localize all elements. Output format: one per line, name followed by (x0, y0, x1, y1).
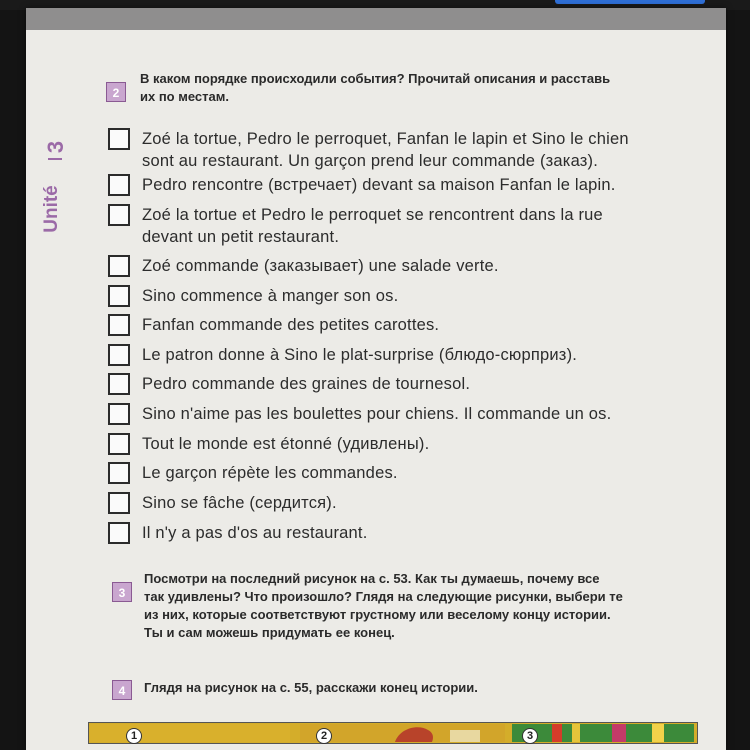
order-checkbox[interactable] (108, 204, 130, 226)
unit-marker (32, 130, 72, 250)
item-line: Zoé la tortue, Pedro le perroquet, Fanfan le lapin et Sino le chien (142, 130, 629, 148)
order-checkbox[interactable] (108, 522, 130, 544)
list-item (108, 314, 718, 336)
item-text: Pedro rencontre (встречает) devant sa maison Fanfan le lapin. (142, 176, 616, 194)
list-item (108, 174, 718, 196)
item-text: Le patron donne à Sino le plat-surprise (блюдо-сюрприз). (142, 346, 578, 364)
item-line: sont au restaurant. Un garçon prend leur commande (заказ). (142, 152, 599, 170)
list-item (108, 285, 718, 307)
item-text: Zoé commande (заказывает) une salade verte. (142, 257, 499, 275)
unit-number: 3 (43, 140, 68, 154)
order-checkbox[interactable] (108, 462, 130, 484)
item-line: devant un petit restaurant. (142, 228, 340, 246)
exercise-3-line: Ты и сам можешь придумать ее конец. (144, 625, 395, 640)
unit-divider (48, 158, 62, 160)
order-checkbox[interactable] (108, 314, 130, 336)
list-item (108, 344, 718, 366)
item-text: Fanfan commande des petites carottes. (142, 316, 440, 334)
exercise-2-instruction-line2: их по местам. (140, 89, 229, 104)
list-item (108, 433, 718, 455)
exercise-2-instruction (140, 70, 720, 106)
list-item (108, 462, 718, 484)
list-item (108, 255, 718, 277)
panel-number-1: 1 (126, 728, 142, 744)
item-text: Il n'y a pas d'os au restaurant. (142, 524, 368, 542)
list-item (108, 373, 718, 395)
exercise-4-instruction: Глядя на рисунок на с. 55, расскажи конец истории. (144, 680, 478, 695)
exercise-4-badge: 4 (112, 680, 132, 700)
exercise-3-line: из них, которые соответствуют грустному или веселому концу истории. (144, 607, 611, 622)
panel-number-2: 2 (316, 728, 332, 744)
panel-1-illustration (90, 724, 290, 742)
exercise-3-line: Посмотри на последний рисунок на с. 53. Как ты думаешь, почему все (144, 571, 600, 586)
item-text (142, 204, 603, 248)
order-checkbox[interactable] (108, 174, 130, 196)
item-text: Pedro commande des graines de tournesol. (142, 375, 471, 393)
top-blue-tab (555, 0, 705, 4)
panel-3-shape (552, 724, 562, 742)
order-checkbox[interactable] (108, 255, 130, 277)
item-text (142, 128, 629, 172)
panel-3-shape (612, 724, 626, 742)
panel-3-shape (572, 724, 580, 742)
item-text: Le garçon répète les commandes. (142, 464, 398, 482)
exercise-3-line: так удивлены? Что произошло? Глядя на следующие рисунки, выбери те (144, 589, 623, 604)
list-item (108, 128, 718, 172)
order-checkbox[interactable] (108, 403, 130, 425)
panel-3-shape (652, 724, 664, 742)
exercise-2-instruction-line1: В каком порядке происходили события? Прочитай описания и расставь (140, 71, 611, 86)
list-item (108, 204, 718, 248)
order-checkbox[interactable] (108, 492, 130, 514)
panel-2-shape (450, 730, 480, 742)
unit-label: Unité (41, 185, 62, 233)
exercise-3-instruction (144, 570, 724, 642)
list-item (108, 403, 718, 425)
panel-number-3: 3 (522, 728, 538, 744)
panel-3-illustration (512, 724, 694, 742)
order-checkbox[interactable] (108, 433, 130, 455)
workbook-page (26, 8, 726, 750)
order-checkbox[interactable] (108, 285, 130, 307)
order-checkbox[interactable] (108, 128, 130, 150)
panel-2-shape (395, 727, 433, 742)
list-item (108, 522, 718, 544)
item-text: Sino n'aime pas les boulettes pour chiens. Il commande un os. (142, 405, 612, 423)
exercise-2-badge: 2 (106, 82, 126, 102)
item-text: Sino commence à manger son os. (142, 287, 399, 305)
panel-3-drawing (512, 724, 694, 742)
order-checkbox[interactable] (108, 373, 130, 395)
order-checkbox[interactable] (108, 344, 130, 366)
exercise-3-badge: 3 (112, 582, 132, 602)
item-text: Sino se fâche (сердится). (142, 494, 337, 512)
list-item (108, 492, 718, 514)
item-line: Zoé la tortue et Pedro le perroquet se rencontrent dans la rue (142, 206, 603, 224)
item-text: Tout le monde est étonné (удивлены). (142, 435, 430, 453)
page-top-band (26, 8, 726, 30)
